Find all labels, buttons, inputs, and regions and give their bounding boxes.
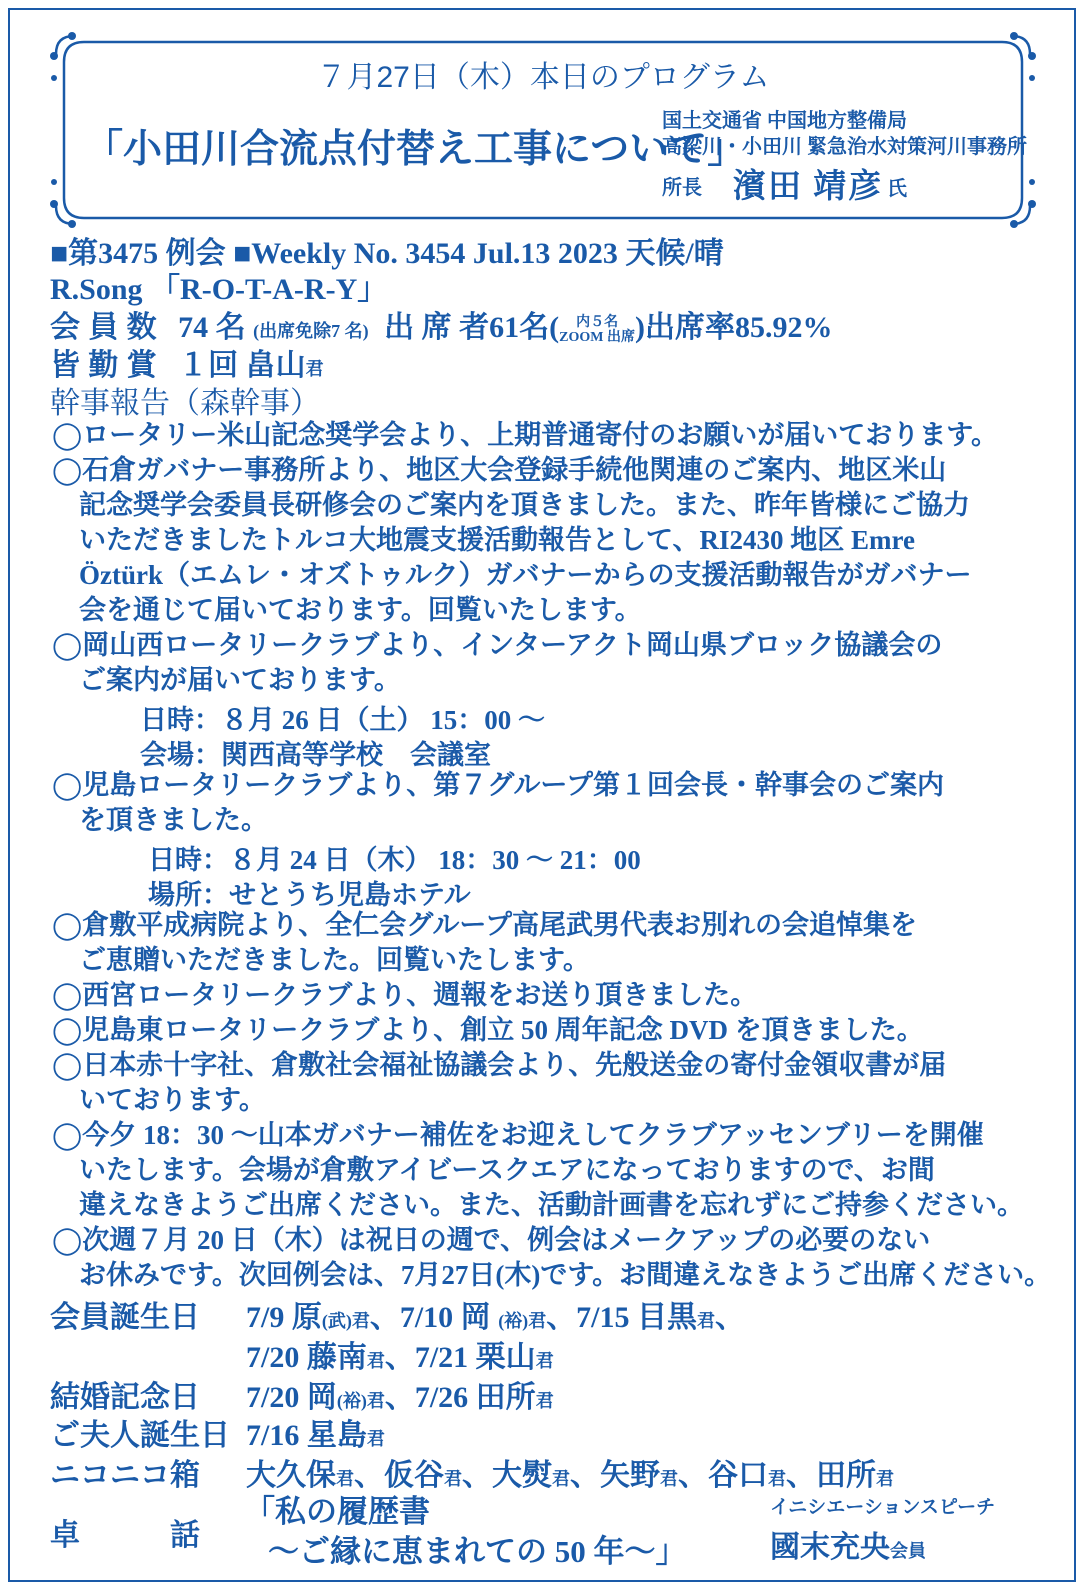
members-label: 会 員 数 bbox=[50, 311, 157, 344]
spouse-birthday-value: 7/16 星島君 bbox=[246, 1419, 385, 1452]
speaker-role: 所長 bbox=[662, 177, 702, 199]
report-line: ◯石倉ガバナー事務所より、地区大会登録手続他関連のご案内、地区米山 bbox=[52, 455, 947, 485]
report-line: ◯日本赤十字社、倉敷社会福祉協議会より、先般送金の寄付金領収書が届 bbox=[52, 1050, 947, 1080]
speech-title-2: 〜ご縁に恵まれての 50 年〜」 bbox=[268, 1534, 687, 1569]
perfect-honorific: 君 bbox=[305, 359, 324, 379]
rotary-song: R.Song 「R-O-T-A-R-Y」 bbox=[50, 273, 388, 306]
report-line: を頂きました。 bbox=[52, 805, 268, 835]
speaker-affiliation-2: 高梁川・小田川 緊急治水対策河川事務所 bbox=[662, 136, 1027, 158]
birthday-line-1: 7/9 原(武)君、7/10 岡 (裕)君、7/15 目黒君、 bbox=[246, 1301, 746, 1334]
perfect-value: １回 畠山 bbox=[178, 349, 306, 382]
report-line: 会を通じて届いております。回覧いたします。 bbox=[52, 595, 642, 625]
report-line: いたします。会場が倉敷アイビースクエアになっておりますので、お間 bbox=[52, 1155, 935, 1185]
attend-label: 出 席 者61名( bbox=[384, 311, 560, 344]
report-line: いただきましたトルコ大地震支援活動報告として、RI2430 地区 Emre bbox=[52, 525, 915, 555]
speaker-honorific: 氏 bbox=[887, 178, 907, 200]
report-line: ◯児島東ロータリークラブより、創立 50 周年記念 DVD を頂きました。 bbox=[52, 1015, 924, 1045]
report-line: ◯ロータリー米山記念奨学会より、上期普通寄付のお願いが届いております。 bbox=[52, 420, 999, 450]
report-line: 違えなきようご出席ください。また、活動計画書を忘れずにご持参ください。 bbox=[52, 1190, 1024, 1220]
perfect-label: 皆 勤 賞 bbox=[50, 349, 157, 382]
program-date-line: ７月27日（木）本日のプログラム bbox=[316, 61, 770, 94]
report-line: ご案内が届いております。 bbox=[52, 665, 401, 695]
birthday-label: 会員誕生日 bbox=[50, 1301, 200, 1334]
report-line: ご恵贈いただきました。回覧いたします。 bbox=[52, 945, 590, 975]
nikoniko-names: 大久保君、仮谷君、大熨君、矢野君、谷口君、田所君 bbox=[246, 1459, 894, 1492]
report-line: ◯西宮ロータリークラブより、週報をお送り頂きました。 bbox=[52, 980, 758, 1010]
birthday-line-2: 7/20 藤南君、7/21 栗山君 bbox=[246, 1341, 554, 1374]
report-line: ◯次週７月 20 日（木）は祝日の週で、例会はメークアップの必要のない bbox=[52, 1225, 931, 1255]
speech-kind: イニシエーションスピーチ bbox=[770, 1497, 996, 1518]
detail-date-1: 日時：８月 26 日（土） 15：00 〜 bbox=[140, 705, 545, 735]
report-line: Öztürk（エムレ・オズトゥルク）ガバナーからの支援活動報告がガバナー bbox=[52, 560, 972, 590]
program-title: 「小田川合流点付替え工事について」 bbox=[84, 128, 747, 171]
members-count: 74 名 bbox=[178, 311, 246, 344]
report-line: 記念奨学会委員長研修会のご案内を頂きました。また、昨年皆様にご協力 bbox=[52, 490, 970, 520]
detail-place-1: 会場：関西高等学校 会議室 bbox=[140, 740, 491, 770]
report-line: ◯倉敷平成病院より、全仁会グループ高尾武男代表お別れの会追悼集を bbox=[52, 910, 918, 940]
attend-zoom-note: 内５名 ZOOM 出席 bbox=[559, 315, 636, 346]
members-exempt: (出席免除7 名) bbox=[253, 321, 369, 341]
speech-speaker: 國末充央会員 bbox=[770, 1531, 926, 1564]
meeting-header: ■第3475 例会 ■Weekly No. 3454 Jul.13 2023 天候/晴 bbox=[50, 237, 724, 270]
speech-label: 卓 話 bbox=[50, 1519, 200, 1552]
report-line: いております。 bbox=[52, 1085, 266, 1115]
speaker-name: 濱田 靖彦 bbox=[733, 169, 884, 205]
report-line: ◯今夕 18：30 〜山本ガバナー補佐をお迎えしてクラブアッセンブリーを開催 bbox=[52, 1120, 984, 1150]
detail-date-2: 日時：８月 24 日（木） 18：30 〜 21：00 bbox=[148, 845, 641, 875]
spouse-birthday-label: ご夫人誕生日 bbox=[50, 1419, 230, 1452]
nikoniko-label: ニコニコ箱 bbox=[50, 1459, 200, 1492]
wedding-label: 結婚記念日 bbox=[50, 1381, 200, 1414]
wedding-value: 7/20 岡(裕)君、7/26 田所君 bbox=[246, 1381, 554, 1414]
speech-title-1: 「私の履歴書 bbox=[244, 1494, 430, 1529]
report-line: ◯岡山西ロータリークラブより、インターアクト岡山県ブロック協議会の bbox=[52, 630, 943, 660]
speaker-affiliation-1: 国土交通省 中国地方整備局 bbox=[662, 110, 907, 132]
report-line: ◯児島ロータリークラブより、第７グループ第１回会長・幹事会のご案内 bbox=[52, 770, 945, 800]
attend-rate: )出席率85.92% bbox=[635, 311, 833, 344]
detail-place-2: 場所：せとうち児島ホテル bbox=[148, 880, 471, 910]
report-heading: 幹事報告（森幹事） bbox=[50, 387, 320, 420]
report-line: お休みです。次回例会は、7月27日(木)です。お間違えなきようご出席ください。 bbox=[52, 1260, 1052, 1290]
